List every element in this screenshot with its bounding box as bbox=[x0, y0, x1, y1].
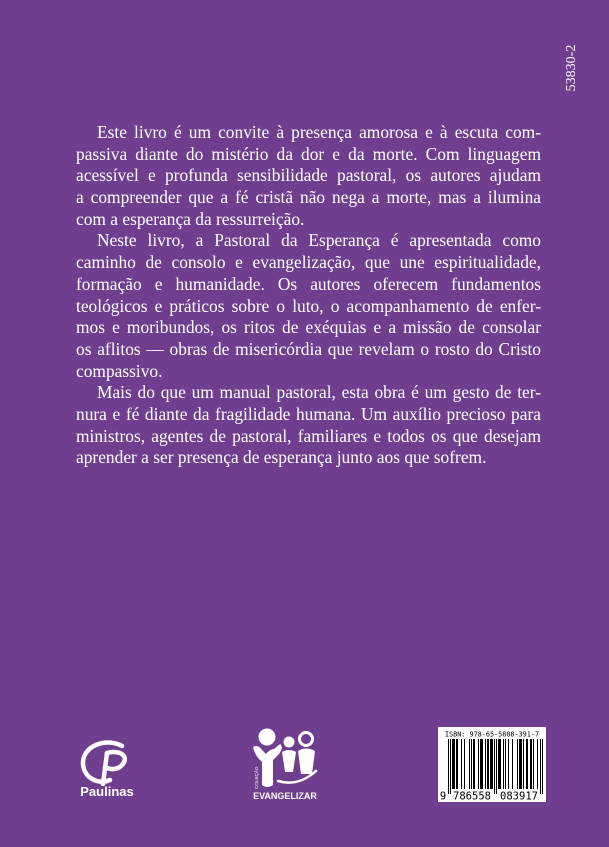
publisher-name: Paulinas bbox=[80, 784, 134, 799]
barcode-guard-bar bbox=[450, 739, 451, 794]
barcode-bar bbox=[520, 739, 521, 789]
figure-head-small bbox=[284, 737, 295, 748]
text-line: a compreender que a fé cristã não nega a morte, mas a ilumina bbox=[76, 187, 541, 208]
barcode-bar bbox=[482, 739, 483, 789]
barcode-bar bbox=[519, 739, 520, 789]
barcode-bar bbox=[487, 739, 488, 789]
barcode-bar bbox=[512, 739, 513, 789]
collection-logo bbox=[250, 727, 320, 801]
paulinas-logo-icon bbox=[76, 740, 138, 786]
text-line: com a esperança da ressurreição. bbox=[76, 208, 305, 229]
publisher-logo bbox=[76, 740, 138, 802]
text-line: compassivo. bbox=[76, 360, 163, 381]
figure-body-small bbox=[282, 750, 296, 772]
barcode-bar bbox=[480, 739, 481, 789]
text-line: os aflitos — obras de misericórdia que revelam o rosto do Cristo bbox=[76, 338, 541, 359]
text-line: passiva diante do mistério da dor e da morte. Com linguagem bbox=[76, 143, 541, 164]
barcode-bar bbox=[469, 739, 470, 789]
text-line: Neste livro, a Pastoral da Esperança é apresentada como bbox=[97, 230, 541, 251]
paragraph bbox=[76, 230, 541, 382]
barcode-bar bbox=[498, 739, 499, 789]
barcode-bar bbox=[474, 739, 475, 789]
barcode-guard-bar bbox=[448, 739, 449, 794]
barcode-bar bbox=[488, 739, 489, 789]
isbn-label: ISBN: 978-65-5808-391-7 bbox=[444, 730, 540, 739]
figure-head-large bbox=[259, 729, 276, 746]
text-line: Este livro é um convite à presença amorosa e à escuta com- bbox=[97, 122, 541, 142]
barcode-bar bbox=[452, 739, 453, 789]
barcode-lead-digit: 9 bbox=[439, 790, 447, 802]
barcode-bar bbox=[453, 739, 454, 789]
text-line: caminho de consolo e evangelização, que une espiritualidade, bbox=[76, 252, 541, 273]
text-line: ministros, agentes de pastoral, familiares e todos os que desejam bbox=[76, 425, 541, 446]
text-line: Mais do que um manual pastoral, esta obra é um gesto de ter- bbox=[97, 382, 541, 403]
people-figures-icon bbox=[250, 727, 320, 801]
barcode-bar bbox=[491, 739, 492, 789]
paragraph bbox=[76, 382, 541, 469]
paragraph bbox=[76, 122, 541, 230]
barcode-bar bbox=[521, 739, 522, 789]
barcode-bar bbox=[481, 739, 482, 789]
barcode-bar bbox=[471, 739, 472, 789]
barcode-bar bbox=[456, 739, 457, 789]
figure-head-medium bbox=[300, 733, 313, 746]
barcode-bar bbox=[517, 739, 518, 789]
barcode-left-digits: 786558 bbox=[453, 790, 491, 802]
barcode-bar bbox=[531, 739, 532, 789]
barcode-bar bbox=[505, 739, 506, 789]
barcode-bar bbox=[485, 739, 486, 789]
barcode-guard-bar bbox=[542, 739, 543, 794]
barcode-bar bbox=[500, 739, 501, 789]
text-line: teológicos e práticos sobre o luto, o acompanhamento de enfer- bbox=[76, 295, 541, 316]
barcode-guard-bar bbox=[496, 739, 497, 794]
spine-code: 53830-2 bbox=[564, 44, 579, 92]
barcode-bar bbox=[473, 739, 474, 789]
figure-body-medium bbox=[298, 749, 315, 775]
barcode-bar bbox=[508, 739, 509, 789]
barcode-graphic bbox=[438, 727, 546, 802]
barcode-bar bbox=[464, 739, 465, 789]
barcode-bar bbox=[490, 739, 491, 789]
barcode-bar bbox=[533, 739, 534, 789]
text-line: nura e fé diante da fragilidade humana. Um auxílio precioso para bbox=[76, 403, 541, 424]
isbn-barcode bbox=[438, 727, 546, 802]
barcode-bar bbox=[492, 739, 493, 789]
barcode-bar bbox=[523, 739, 524, 789]
collection-name: EVANGELIZAR bbox=[253, 791, 317, 801]
text-line: formação e humanidade. Os autores oferecem fundamentos bbox=[76, 273, 541, 294]
text-line: mos e moribundos, os ritos de exéquias e a missão de consolar bbox=[76, 317, 541, 338]
barcode-bar bbox=[499, 739, 500, 789]
barcode-bar bbox=[527, 739, 528, 789]
collection-label: COLEÇÃO bbox=[254, 766, 259, 789]
barcode-bar bbox=[530, 739, 531, 789]
barcode-bar bbox=[461, 739, 462, 789]
barcode-guard-bar bbox=[494, 739, 495, 794]
barcode-bar bbox=[454, 739, 455, 789]
barcode-right-digits: 083917 bbox=[500, 790, 538, 802]
text-line: aprender a ser presença de esperança junto aos que sofrem. bbox=[76, 447, 487, 468]
barcode-bar bbox=[526, 739, 527, 789]
back-cover-text bbox=[76, 122, 541, 469]
barcode-bar bbox=[478, 739, 479, 789]
barcode-bar bbox=[503, 739, 504, 789]
barcode-bar bbox=[457, 739, 458, 789]
text-line: acessível e profunda sensibilidade pastoral, os autores ajudam bbox=[76, 165, 541, 186]
barcode-bar bbox=[537, 739, 538, 789]
barcode-guard-bar bbox=[540, 739, 541, 794]
